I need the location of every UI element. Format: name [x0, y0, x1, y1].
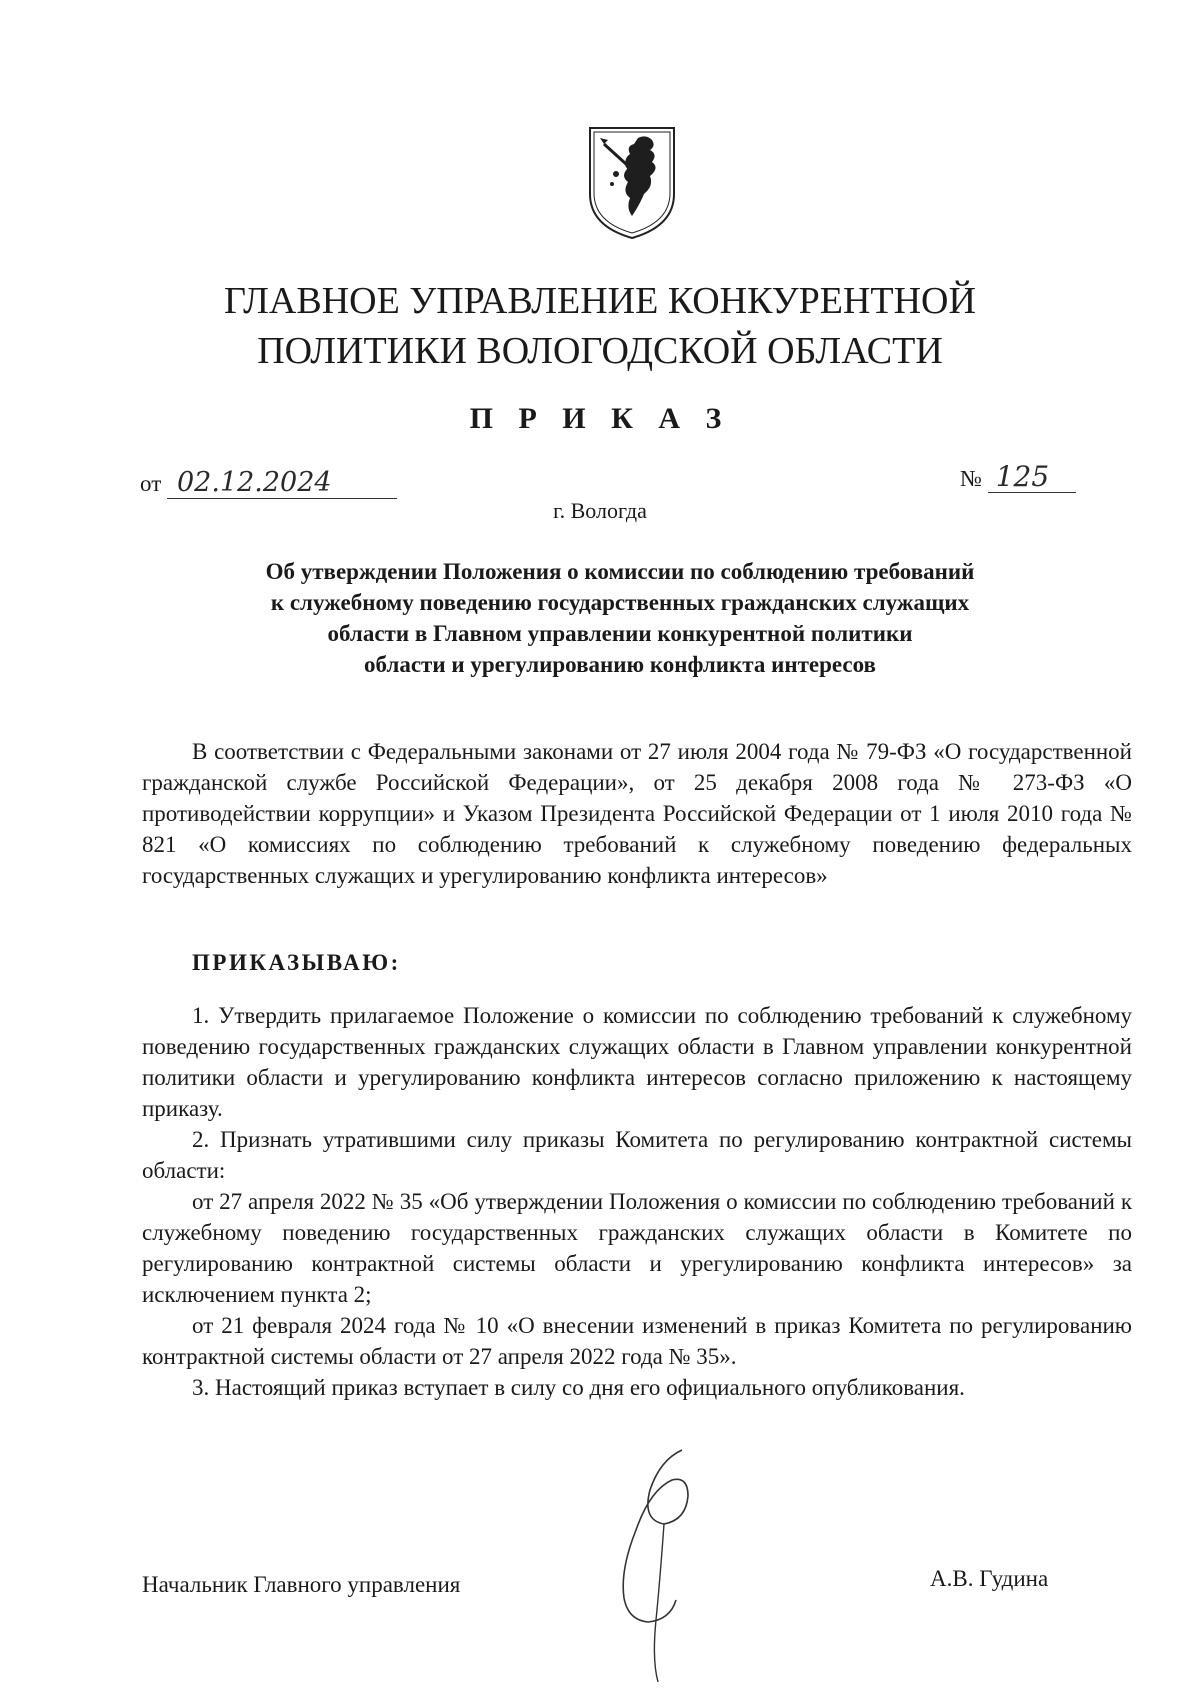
date-prefix: от	[140, 471, 162, 496]
title-line2: к служебному поведению государственных гражданских служащих	[270, 590, 970, 615]
order-item-2: 2. Признать утратившими силу приказы Комитета по регулированию контрактной системы области:	[142, 1127, 1132, 1183]
coat-of-arms-emblem	[586, 124, 678, 242]
order-items	[142, 1000, 1132, 1403]
organization-name-line1: ГЛАВНОЕ УПРАВЛЕНИЕ КОНКУРЕНТНОЙ	[224, 280, 976, 322]
preamble-paragraph: В соответствии с Федеральными законами от 27 июля 2004 года № 79-ФЗ «О государственной гражданской службе Российской Федерации», от 25 декабря 2008 года № 273-ФЗ «О противодействии коррупции» и Указом Президента Российской Федерации от 1 июля 2010 года № 821 «О комиссиях по соблюдению требований к служебному поведению федеральных государственных служащих и урегулированию конфликта интересов»	[142, 739, 1132, 888]
date-line	[140, 468, 397, 499]
date-value: 02.12.2024	[167, 468, 397, 499]
title-line1: Об утверждении Положения о комиссии по соблюдению требований	[265, 559, 975, 584]
handwritten-signature	[590, 1420, 750, 1690]
command-heading: ПРИКАЗЫВАЮ:	[192, 950, 401, 975]
order-item-2a: от 27 апреля 2022 № 35 «Об утверждении Положения о комиссии по соблюдению требований к служебному поведению государственных гражданских служащих области в Комитете по регулированию контрактной системы области и урегулированию конфликта интересов» за исключением пункта 2;	[142, 1189, 1132, 1307]
signatory-position: Начальник Главного управления	[142, 1572, 461, 1597]
number-prefix: №	[960, 466, 982, 491]
order-item-3: 3. Настоящий приказ вступает в силу со дня его официального опубликования.	[192, 1375, 965, 1400]
document-title	[180, 556, 1060, 680]
number-value: 125	[988, 462, 1076, 493]
order-item-2b: от 21 февраля 2024 года № 10 «О внесении изменений в приказ Комитета по регулированию контрактной системы области от 27 апреля 2022 года № 35».	[142, 1313, 1132, 1369]
number-line	[960, 462, 1076, 493]
title-line3: области в Главном управлении конкурентной политики	[327, 621, 913, 646]
organization-name-line2: ПОЛИТИКИ ВОЛОГОДСКОЙ ОБЛАСТИ	[257, 330, 943, 372]
organization-name	[200, 276, 1000, 376]
order-item-1: 1. Утвердить прилагаемое Положение о комиссии по соблюдению требований к служебному поведению государственных гражданских служащих области в Главном управлении конкурентной политики области и урегулированию конфликта интересов согласно приложению к настоящему приказу.	[142, 1003, 1132, 1121]
city: г. Вологда	[553, 498, 647, 523]
signatory-name: А.В. Гудина	[930, 1566, 1049, 1591]
title-line4: области и урегулированию конфликта интересов	[364, 652, 876, 677]
document-type: П Р И К А З	[469, 402, 731, 435]
